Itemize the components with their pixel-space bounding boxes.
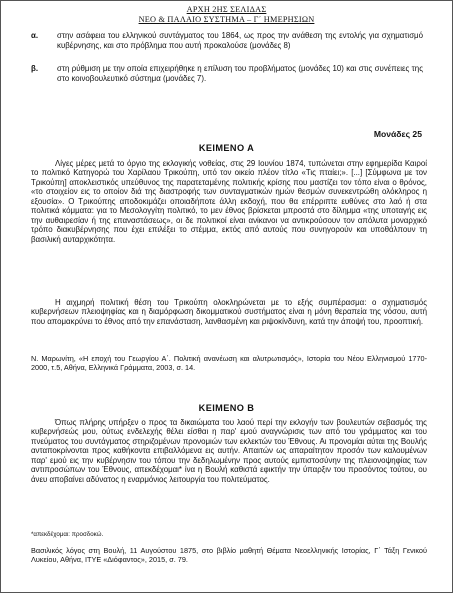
page-header (1, 5, 452, 25)
question-alpha-label: α. (31, 31, 39, 40)
question-alpha-text: στην ασάφεια του ελληνικού συντάγματος του 1864, ως προς την ανάθεση της εντολής για σχηματισμό κυβέρνησης, και στο πρόβλημα που αυτή προκαλούσε (μονάδες 8) (57, 31, 423, 50)
question-beta-text: στη ρύθμιση με την οποία επιχειρήθηκε η επίλυση του προβλήματος (μονάδες 10) και στις συνέπειες της στο κοινοβουλευτικό σύστημα (μονάδες 7). (57, 64, 423, 83)
marks-total: Μονάδες 25 (373, 129, 422, 139)
text-b-source: Βασιλικός λόγος στη Βουλή, 11 Αυγούστου 1875, στο βιβλίο μαθητή Θέματα Νεοελληνικής Ιστορίας, Γ΄ Τάξη Γενικού Λυκείου, Αθήνα, ΙΤΥΕ «Διόφαντος», 2015, σ. 79. (31, 546, 427, 564)
text-a-paragraph-2: Η αιχμηρή πολιτική θέση του Τρικούπη ολοκληρώνεται με το εξής συμπέρασμα: ο σχηματισμός κυβερνήσεων πλειοψηφίας και η διαμόρφωση δικομματικού συστήματος είναι η μόνη θεραπεία της νόσου, αυτή που απομακρύνει το έθνος από την επανάσταση, λανθασμένη και ριψοκίνδυνη, κατά την άποψή του, προοπτική. (31, 298, 427, 326)
header-system: ΝΕΟ & ΠΑΛΑΙΟ ΣΥΣΤΗΜΑ – Γ΄ ΗΜΕΡΗΣΙΩΝ (138, 15, 315, 24)
question-alpha (31, 31, 423, 50)
question-beta (31, 64, 423, 83)
text-a-paragraph-1: Λίγες μέρες μετά το όργιο της εκλογικής νοθείας, στις 29 Ιουνίου 1874, τυπώνεται στην εφημερίδα Καιροί το πολιτικό Κατηγορώ του Χαρίλαου Τρικούπη, υπό τον οικείο πλέον τίτλο «Τις πταίει;». [...] [Σύμφωνα με τον Τρικούπη] αποκλειστικός υπεύθυνος της παρατεταμένης πολιτικής κρίσης που μαστίζει τον τόπο είναι ο θρόνος, «το στοιχείον εις το οποίον διά της διαστροφής των συνταγματικών ημών θεσμών συνεκεντρώθη ολόκληρος η εξουσία». Ο Τρικούπης αποδοκιμάζει οποιαδήποτε άλλη εκδοχή, που θα επέρριπτε ευθύνες στο λαό ή στα πολιτικά κόμματα: για το Μεσολογγίτη πολιτικό, το μεν έθνος βρίσκεται μπροστά στο δίλημμα «της υποταγής εις την αυθαιρεσίαν ή της επαναστάσεως», οι δε πολιτικοί είναι ανίκανοι να αντικρούσουν τον απόλυτα μοναρχικό τρόπο διακυβέρνησης που έχει επιλέξει το στέμμα, εκτός από αυτούς που συνηγορούν και υποθάλπουν τη βασιλική αυταρχικότητα. (31, 159, 427, 244)
text-a-title: ΚΕΙΜΕΝΟ Α (198, 143, 255, 153)
text-b-paragraph-1: Όπως πλήρης υπήρξεν ο προς τα δικαιώματα του λαού περί την εκλογήν των βουλευτών σεβασμός της κυβερνήσεώς μου, ούτως ενδελεχής θέλει είσθαι η παρ' εμού αναγνώρισις των από του γράμματος και του πνεύματος του συντάγματος στηριζομένων προνομιών των εκλεκτών του Έθνους. Αι προνομίαι αύται της Βουλής ανταποκρίνονται προς καθήκοντα επιβαλλόμενα εις αυτήν. Απαιτών ως απαραίτητον προσόν των καλουμένων παρ' εμού εις την κυβέρνησιν του τόπου την δεδηλωμένην προς αυτούς εμπιστοσύνην της πλειονοψηφίας των αντιπροσώπων του Έθνους, απεκδέχομαι* ίνα η Βουλή καθιστά εφικτήν την ύπαρξιν του προσόντος τούτου, ου άνευ αποβαίνει αδύνατος η εναρμόνιος λειτουργία του πολιτεύματος. (31, 418, 427, 484)
text-b-title: ΚΕΙΜΕΝΟ Β (198, 403, 255, 413)
text-b-footnote: *απεκδέχομαι: προσδοκώ. (31, 531, 104, 538)
text-a-source: Ν. Μαρωνίτη, «Η εποχή του Γεωργίου Α΄. Πολιτική ανανέωση και αλυτρωτισμός», Ιστορία του Νέου Ελληνισμού 1770-2000, τ.5, Αθήνα, Ελληνικά Γράμματα, 2003, σ. 14. (31, 354, 427, 372)
header-page-start: ΑΡΧΗ 2ΗΣ ΣΕΛΙΔΑΣ (186, 5, 267, 14)
question-beta-label: β. (31, 64, 39, 73)
